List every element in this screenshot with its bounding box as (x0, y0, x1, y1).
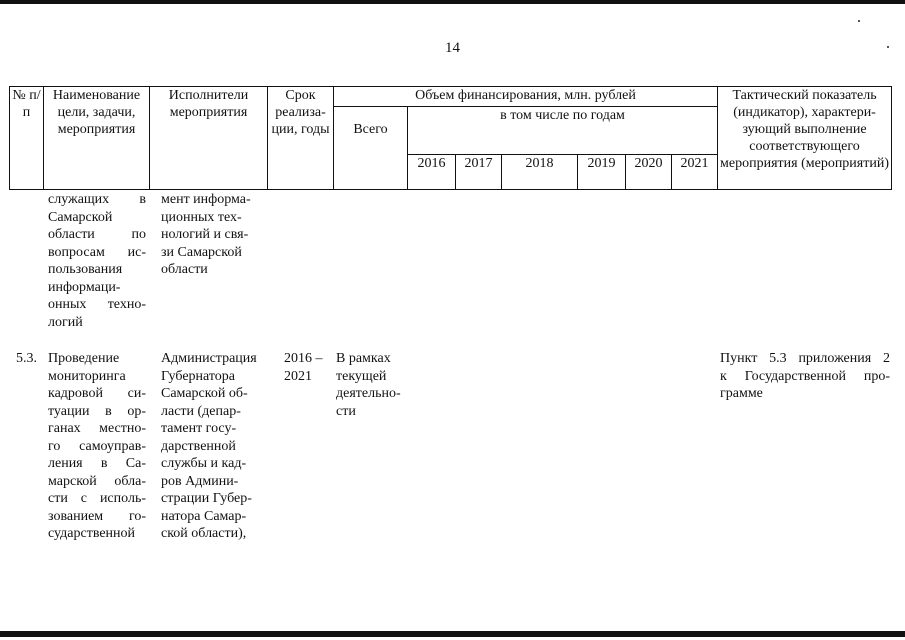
header-year-2020: 2020 (626, 155, 672, 190)
table-header (9, 86, 892, 190)
scan-speck (858, 20, 860, 22)
text-line: мент информа- (161, 192, 251, 207)
text-line: кадровой си- (48, 386, 146, 401)
text-line: мониторинга (48, 368, 126, 384)
text-line: 2016 – (284, 351, 323, 366)
text-line: ской области), (161, 526, 247, 541)
header-year-2018: 2018 (502, 155, 578, 190)
header-period: Срок реализа-ции, годы (268, 87, 334, 190)
row-continuation-name (48, 191, 146, 331)
row-5-3-executors (161, 350, 273, 543)
text-line: Губернатора (161, 368, 236, 384)
header-total: Всего (334, 107, 408, 190)
row-5-3-period (284, 350, 334, 385)
text-line: сти (336, 403, 356, 419)
header-indicator: Тактический показатель (индикатор), характери-зующий выполнение соответствующего мероприятия (мероприятий) (718, 87, 892, 190)
header-year-2019: 2019 (578, 155, 626, 190)
top-border-line (0, 0, 905, 4)
text-line: ласти (депар- (161, 403, 241, 419)
text-line: области (161, 262, 208, 277)
row-5-3-total (336, 350, 408, 420)
header-year-2021: 2021 (672, 155, 718, 190)
text-line: Пункт 5.3 приложения 2 (720, 351, 890, 366)
text-line: служащих в (48, 192, 146, 207)
text-line: 2021 (284, 368, 312, 384)
header-finance: Объем финансирования, млн. рублей (334, 87, 718, 107)
text-line: зи Самарской (161, 244, 242, 260)
text-line: онных техно- (48, 297, 146, 312)
header-by-years: в том числе по годам (408, 107, 718, 155)
bottom-border-line (0, 631, 905, 637)
text-line: грамме (720, 386, 763, 401)
header-num: № п/п (10, 87, 44, 190)
text-line: дарственной (161, 438, 236, 454)
text-line: текущей (336, 368, 387, 384)
header-name: Наименование цели, задачи, мероприятия (44, 87, 150, 190)
text-line: Самарской об- (161, 386, 248, 401)
header-year-2017: 2017 (456, 155, 502, 190)
text-line: ров Админи- (161, 473, 239, 489)
text-line: туации в ор- (48, 403, 146, 419)
text-line: ления в Са- (48, 456, 146, 471)
text-line: тамент госу- (161, 421, 237, 436)
row-5-3-num: 5.3. (16, 351, 37, 366)
text-line: марской обла- (48, 473, 146, 489)
text-line: службы и кад- (161, 456, 247, 471)
text-line: ционных тех- (161, 209, 242, 225)
row-continuation-executors (161, 191, 273, 279)
text-line: информаци- (48, 279, 121, 295)
text-line: ганах местно- (48, 421, 146, 436)
row-5-3-name (48, 350, 146, 543)
text-line: зованием го- (48, 508, 146, 524)
header-year-2016: 2016 (408, 155, 456, 190)
text-line: деятельно- (336, 386, 401, 401)
text-line: Проведение (48, 351, 120, 366)
text-line: сударственной (48, 526, 136, 541)
text-line: логий (48, 314, 83, 330)
text-line: пользования (48, 262, 123, 277)
text-line: го самоуправ- (48, 438, 146, 454)
text-line: Администрация (161, 351, 257, 366)
text-line: к Государственной про- (720, 368, 890, 384)
text-line: области по (48, 227, 146, 242)
header-executors: Исполнители мероприятия (150, 87, 268, 190)
text-line: В рамках (336, 351, 391, 366)
text-line: страции Губер- (161, 491, 252, 506)
text-line: Самарской (48, 209, 113, 225)
text-line: сти с исполь- (48, 491, 146, 506)
page-number: 14 (445, 40, 460, 56)
text-line: вопросам ис- (48, 244, 146, 260)
text-line: натора Самар- (161, 508, 247, 524)
row-5-3-indicator (720, 350, 890, 403)
text-line: нологий и свя- (161, 227, 249, 242)
